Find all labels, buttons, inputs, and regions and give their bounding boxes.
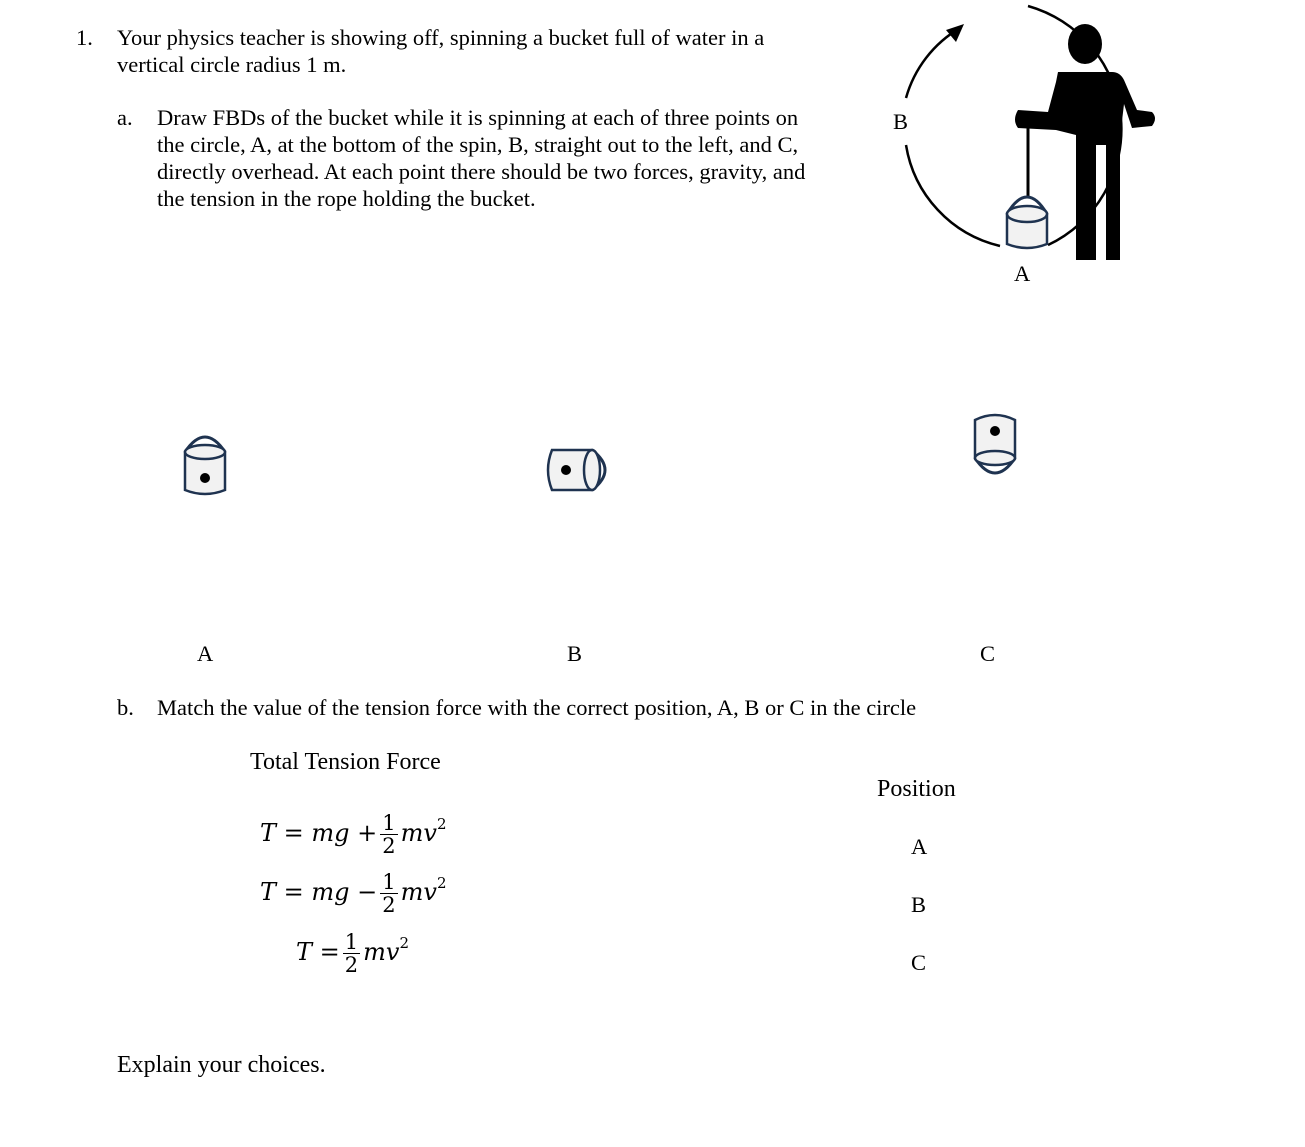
question-line-1: Your physics teacher is showing off, spinning a bucket full of water in a (117, 25, 765, 50)
tension-equation-1: T = mg + $\frac{1}{2}$ $mv^2$ (260, 811, 447, 858)
fbd-bucket-b (542, 446, 614, 494)
part-a-line-3: directly overhead. At each point there should be two forces, gravity, and (157, 159, 806, 184)
part-a-line-2: the circle, A, at the bottom of the spin, B, straight out to the left, and C, (157, 132, 799, 157)
fbd-point-b (561, 465, 571, 475)
spinning-bucket-figure (880, 0, 1180, 290)
tension-equation-3: T = $\frac{1}{2}$ $mv^2$ (296, 930, 410, 977)
figure-label-b: B (893, 109, 909, 134)
fbd-label-a: A (197, 641, 214, 666)
tension-equation-2: T = mg − $\frac{1}{2}$ $mv^2$ (260, 870, 447, 917)
question-number: 1. (76, 25, 93, 50)
fbd-label-b: B (567, 641, 583, 666)
fbd-point-a (200, 473, 210, 483)
tension-heading: Total Tension Force (250, 749, 441, 775)
fbd-bucket-c (970, 408, 1022, 480)
explain-prompt: Explain your choices. (117, 1052, 326, 1078)
fbd-label-c: C (980, 641, 996, 666)
position-c: C (911, 950, 927, 975)
fbd-bucket-a (180, 430, 232, 500)
part-a-line-1: Draw FBDs of the bucket while it is spinning at each of three points on (157, 105, 799, 130)
question-line-2: vertical circle radius 1 m. (117, 52, 347, 77)
part-b-text: Match the value of the tension force with the correct position, A, B or C in the circle (157, 695, 917, 720)
fbd-point-c (990, 426, 1000, 436)
position-b: B (911, 892, 927, 917)
figure-label-a: A (1014, 261, 1031, 286)
position-a: A (911, 834, 928, 859)
part-b-label: b. (117, 695, 134, 720)
position-heading: Position (877, 776, 956, 802)
part-a-line-4: the tension in the rope holding the bucket. (157, 186, 536, 211)
rotation-arrow-icon (946, 24, 964, 42)
bucket-icon (1007, 197, 1047, 248)
part-a-label: a. (117, 105, 133, 130)
